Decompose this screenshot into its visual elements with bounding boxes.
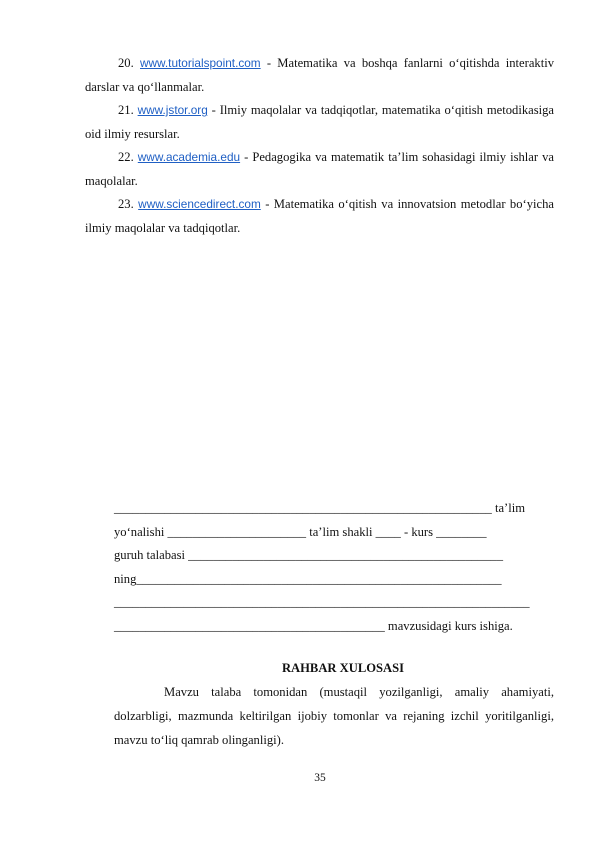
reference-number: 21.: [118, 103, 134, 117]
reference-number: 23.: [118, 197, 134, 211]
blank-form-section: [114, 497, 554, 639]
reference-description: - Matematika o‘qitish va innovatsion metodlar bo‘yicha ilmiy maqolalar va tadqiqotlar.: [85, 197, 554, 235]
reference-link-academia[interactable]: www.academia.edu: [137, 150, 241, 164]
conclusion-paragraph: Mavzu talaba tomonidan (mustaqil yozilganligi, amaliy ahamiyati, dolzarbligi, mazmunda keltirilgan ijobiy tomonlar va rejaning izchil yoritilganligi, mavzu to‘liq qamrab olinganligi).: [114, 685, 554, 747]
reference-item-20: [85, 52, 554, 99]
reference-list: [85, 52, 554, 240]
reference-link-sciencedirect[interactable]: www.sciencedirect.com: [138, 197, 261, 211]
section-heading: RAHBAR XULOSASI: [281, 661, 405, 675]
reference-number: 22.: [118, 150, 134, 164]
form-line-student-group: guruh talabasi __________________________________________________: [114, 548, 503, 563]
reference-item-21: [85, 99, 554, 146]
form-line-topic: ___________________________________________ mavzusidagi kurs ishiga.: [114, 618, 513, 633]
reference-description: - Pedagogika va matematik ta’lim sohasidagi ilmiy ishlar va maqolalar.: [85, 150, 554, 188]
reference-item-23: [85, 193, 554, 240]
page-number: 35: [314, 772, 326, 784]
form-line-blank: __________________________________________________________________: [114, 595, 530, 610]
reference-description: - Matematika va boshqa fanlarni o‘qitishda interaktiv darslar va qo‘llanmalar.: [85, 56, 555, 94]
reference-description: - Ilmiy maqolalar va tadqiqotlar, matematika o‘qitish metodikasiga oid ilmiy resurslar.: [85, 103, 554, 141]
reference-link-tutorialspoint[interactable]: www.tutorialspoint.com: [140, 56, 261, 70]
form-line-study-form: yo‘nalishi ______________________ ta’lim shakli ____ - kurs ________: [114, 524, 487, 539]
reference-link-jstor[interactable]: www.jstor.org: [137, 103, 208, 117]
reference-item-22: [85, 146, 554, 193]
reference-number: 20.: [118, 56, 134, 70]
form-line-student-name: ning__________________________________________________________: [114, 571, 502, 586]
form-line-direction: ____________________________________________________________ ta’lim: [114, 501, 526, 515]
